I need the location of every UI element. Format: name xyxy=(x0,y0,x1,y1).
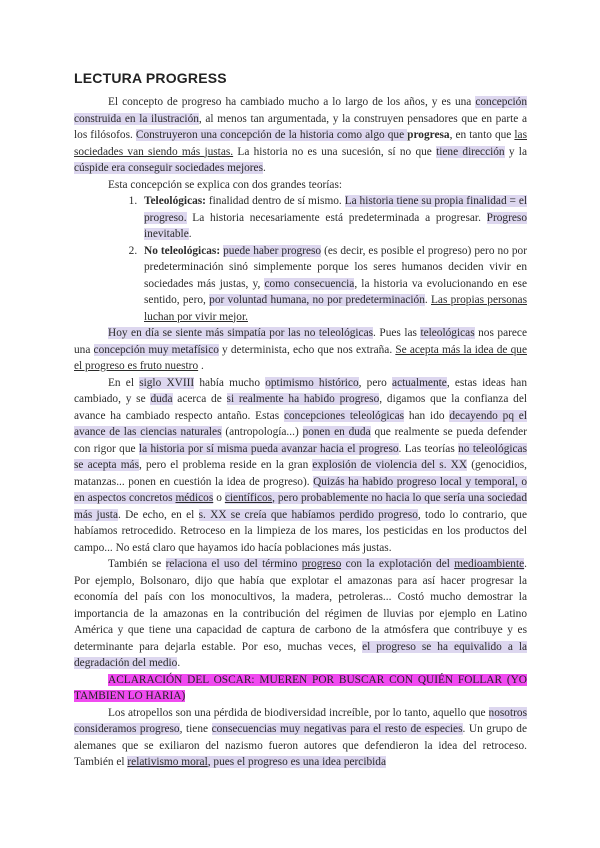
highlighted-text: nosotros consideramos progreso xyxy=(74,706,527,735)
highlighted-text: s. XX se creía que habíamos perdido progreso xyxy=(198,508,418,521)
text-run: , al menos tan argumentada, y la construyen pensadores que en parte a los filósofos. xyxy=(74,112,527,141)
highlighted-text: Progreso inevitable xyxy=(144,211,527,240)
discussion-section xyxy=(74,325,527,771)
text-run: . xyxy=(424,294,431,306)
highlighted-text: concepciones teleológicas xyxy=(283,409,405,422)
highlighted-text: decayendo pq el avance de las ciencias naturales xyxy=(74,409,527,438)
underlined-text: Las propias personas luchan por vivir mejor. xyxy=(144,294,528,323)
text-run: , todo lo contrario, que habíamos retrocedido. Retroceso en la limpieza de los mares, los pesticidas en los productos del campo... No está claro que hayamos ido hacía poblaciones más justas. xyxy=(74,508,527,554)
text-run: (es decir, es posible el progreso) pero no por predeterminación sinó simplemente porque los seres humanos deciden vivir en sociedades más justas, y, xyxy=(144,244,527,290)
highlighted-text: progreso xyxy=(301,558,342,570)
text-run: (genocidios, matanzas... ponen en cuestión la idea de progreso). xyxy=(74,459,527,488)
text-run: acerca de xyxy=(172,393,227,405)
highlighted-text: consecuencias muy negativas para el resto de especies xyxy=(211,723,463,735)
text-run: que realmente se pueda defender con rigor que xyxy=(74,426,527,455)
paragraph xyxy=(74,705,527,771)
highlighted-text: no teleológicas xyxy=(304,327,374,339)
text-run: , digamos que la confianza del avance ha cambiado respecto antaño. Estas xyxy=(74,393,528,422)
highlighted-text: Construyeron una concepción de la historia como algo que xyxy=(135,129,408,141)
document-title: LECTURA PROGRESS xyxy=(74,70,227,86)
highlighted-text: explosión de violencia del s. XX xyxy=(312,459,468,471)
text-run: han ido xyxy=(404,409,450,422)
text-run: . Por ejemplo, Bolsonaro, dijo que había que explotar el amazonas para así hacer progresar la economía del país con los monocultivos, la madera, petroleras... Costó mucho demostrar la importancia de la amazonas en la contribución del régimen de lluvias por ejemplo en Latino América y que tiene una capacidad de captura de carbono de la atmósfera que contribuye y es determinante para dejarla estable. Por eso, muchas veces, xyxy=(74,558,527,653)
highlighted-text: tiene dirección xyxy=(436,145,505,158)
text-run: La historia no es una sucesión, sí no que xyxy=(233,145,437,158)
text-run: No teleológicas: xyxy=(144,244,221,257)
highlighted-text: por voluntad humana, no por predeterminación xyxy=(209,294,425,306)
text-run: . xyxy=(198,360,204,372)
text-run: . Pues las xyxy=(373,327,421,339)
paragraph xyxy=(74,94,527,177)
paragraph xyxy=(74,177,527,194)
text-run: . xyxy=(188,228,192,240)
theory-item xyxy=(140,193,527,243)
text-run: . Las teorías xyxy=(398,442,459,455)
intro-section xyxy=(74,94,527,193)
highlighted-text: no teleológicas se acepta más xyxy=(74,442,527,471)
highlighted-text: , pero probablemente no hacia lo que sería una sociedad más justa xyxy=(74,492,528,521)
text-run: , la historia va evolucionando en ese sentido, pero, xyxy=(144,277,527,306)
text-run: El concepto de progreso ha cambiado mucho a lo largo de los años, y es una xyxy=(108,96,476,108)
text-run: En el xyxy=(108,376,140,389)
highlighted-text: concepción construida en la ilustración xyxy=(74,96,527,125)
highlighted-text: médicos xyxy=(175,492,214,504)
paragraph xyxy=(74,325,527,375)
document-body xyxy=(74,94,527,771)
highlighted-text: La historia tiene su propia finalidad = el progreso. xyxy=(144,195,528,224)
text-run: había mucho xyxy=(194,376,266,389)
text-run: nos parece una xyxy=(74,327,527,356)
text-run: , tiene xyxy=(179,723,212,735)
theory-item xyxy=(140,243,527,326)
highlighted-text: cúspide era conseguir sociedades mejores xyxy=(74,162,263,174)
underlined-text: Se acepta más la idea de que el progreso es fruto nuestro xyxy=(74,343,527,372)
highlighted-text: teleológicas xyxy=(420,327,475,339)
highlighted-text: actualmente xyxy=(392,376,447,389)
paragraph xyxy=(74,375,527,557)
text-run: . De echo, en el xyxy=(117,508,199,521)
highlighted-text: medioambiente xyxy=(454,558,525,570)
text-run: finalidad dentro de sí mismo. xyxy=(205,195,345,207)
text-run: También se xyxy=(108,558,166,570)
theories-list xyxy=(74,193,527,325)
highlighted-text: optimismo histórico xyxy=(265,376,359,389)
text-run: y determinista, echo que nos extraña. xyxy=(218,343,396,356)
highlighted-text: puede haber progreso xyxy=(223,244,322,257)
highlighted-text: ponen en duda xyxy=(302,426,371,438)
paragraph xyxy=(74,556,527,672)
text-run: o xyxy=(213,492,225,504)
text-run: , pero el problema reside en la gran xyxy=(139,459,313,471)
text-run: Teleológicas: xyxy=(144,195,206,207)
text-run: . xyxy=(263,162,266,174)
highlighted-text: ACLARACIÓN DEL OSCAR: MUEREN POR BUSCAR CON QUIÉN FOLLAR (YO TAMBIEN LO HARIA) xyxy=(74,673,527,702)
highlighted-text: la historia por sí misma pueda avanzar hacia el progreso xyxy=(138,442,399,455)
text-run: Los atropellos son una pérdida de biodiversidad increíble, por lo tanto, aquello que xyxy=(108,706,489,719)
text-run: y la xyxy=(504,145,527,158)
highlighted-text: Quizás ha habido progreso local y temporal, o en aspectos concretos xyxy=(74,475,527,504)
underlined-text: las sociedades van siendo más justas. xyxy=(74,129,528,158)
text-run: , pero xyxy=(358,376,393,389)
paragraph xyxy=(74,672,527,705)
highlighted-text: concepción muy metafísico xyxy=(93,343,219,356)
highlighted-text: relaciona el uso del término xyxy=(165,558,302,570)
text-run: La historia necesariamente está predeterminada a progresar. xyxy=(186,211,487,224)
highlighted-text: duda xyxy=(150,393,173,405)
text-run: , en tanto que xyxy=(449,129,515,141)
text-run: (antropología...) xyxy=(221,426,303,438)
highlighted-text: relativismo moral xyxy=(127,756,208,768)
highlighted-text: el progreso se ha equivalido a la degradación del medio xyxy=(74,640,528,669)
highlighted-text: como consecuencia xyxy=(264,277,355,290)
highlighted-text: siglo XVIII xyxy=(139,376,195,389)
highlighted-text: Hoy en día se siente más simpatía por las xyxy=(108,327,305,339)
highlighted-text: si realmente ha habido progreso xyxy=(226,393,380,405)
highlighted-text: , pues el progreso es una idea percibida xyxy=(207,756,387,768)
highlighted-text: científicos xyxy=(224,492,273,504)
text-run: . xyxy=(177,657,181,669)
text-run: . Un grupo de alemanes que se exiliaron del nazismo fueron autores que defendieron la idea del retroceso. También el xyxy=(74,723,527,768)
text-run: Esta concepción se explica con dos grandes teorías: xyxy=(108,178,343,191)
text-run: , estas ideas han cambiado, y se xyxy=(74,376,527,405)
text-run: progresa xyxy=(407,129,450,141)
highlighted-text: con la explotación del xyxy=(341,558,455,570)
